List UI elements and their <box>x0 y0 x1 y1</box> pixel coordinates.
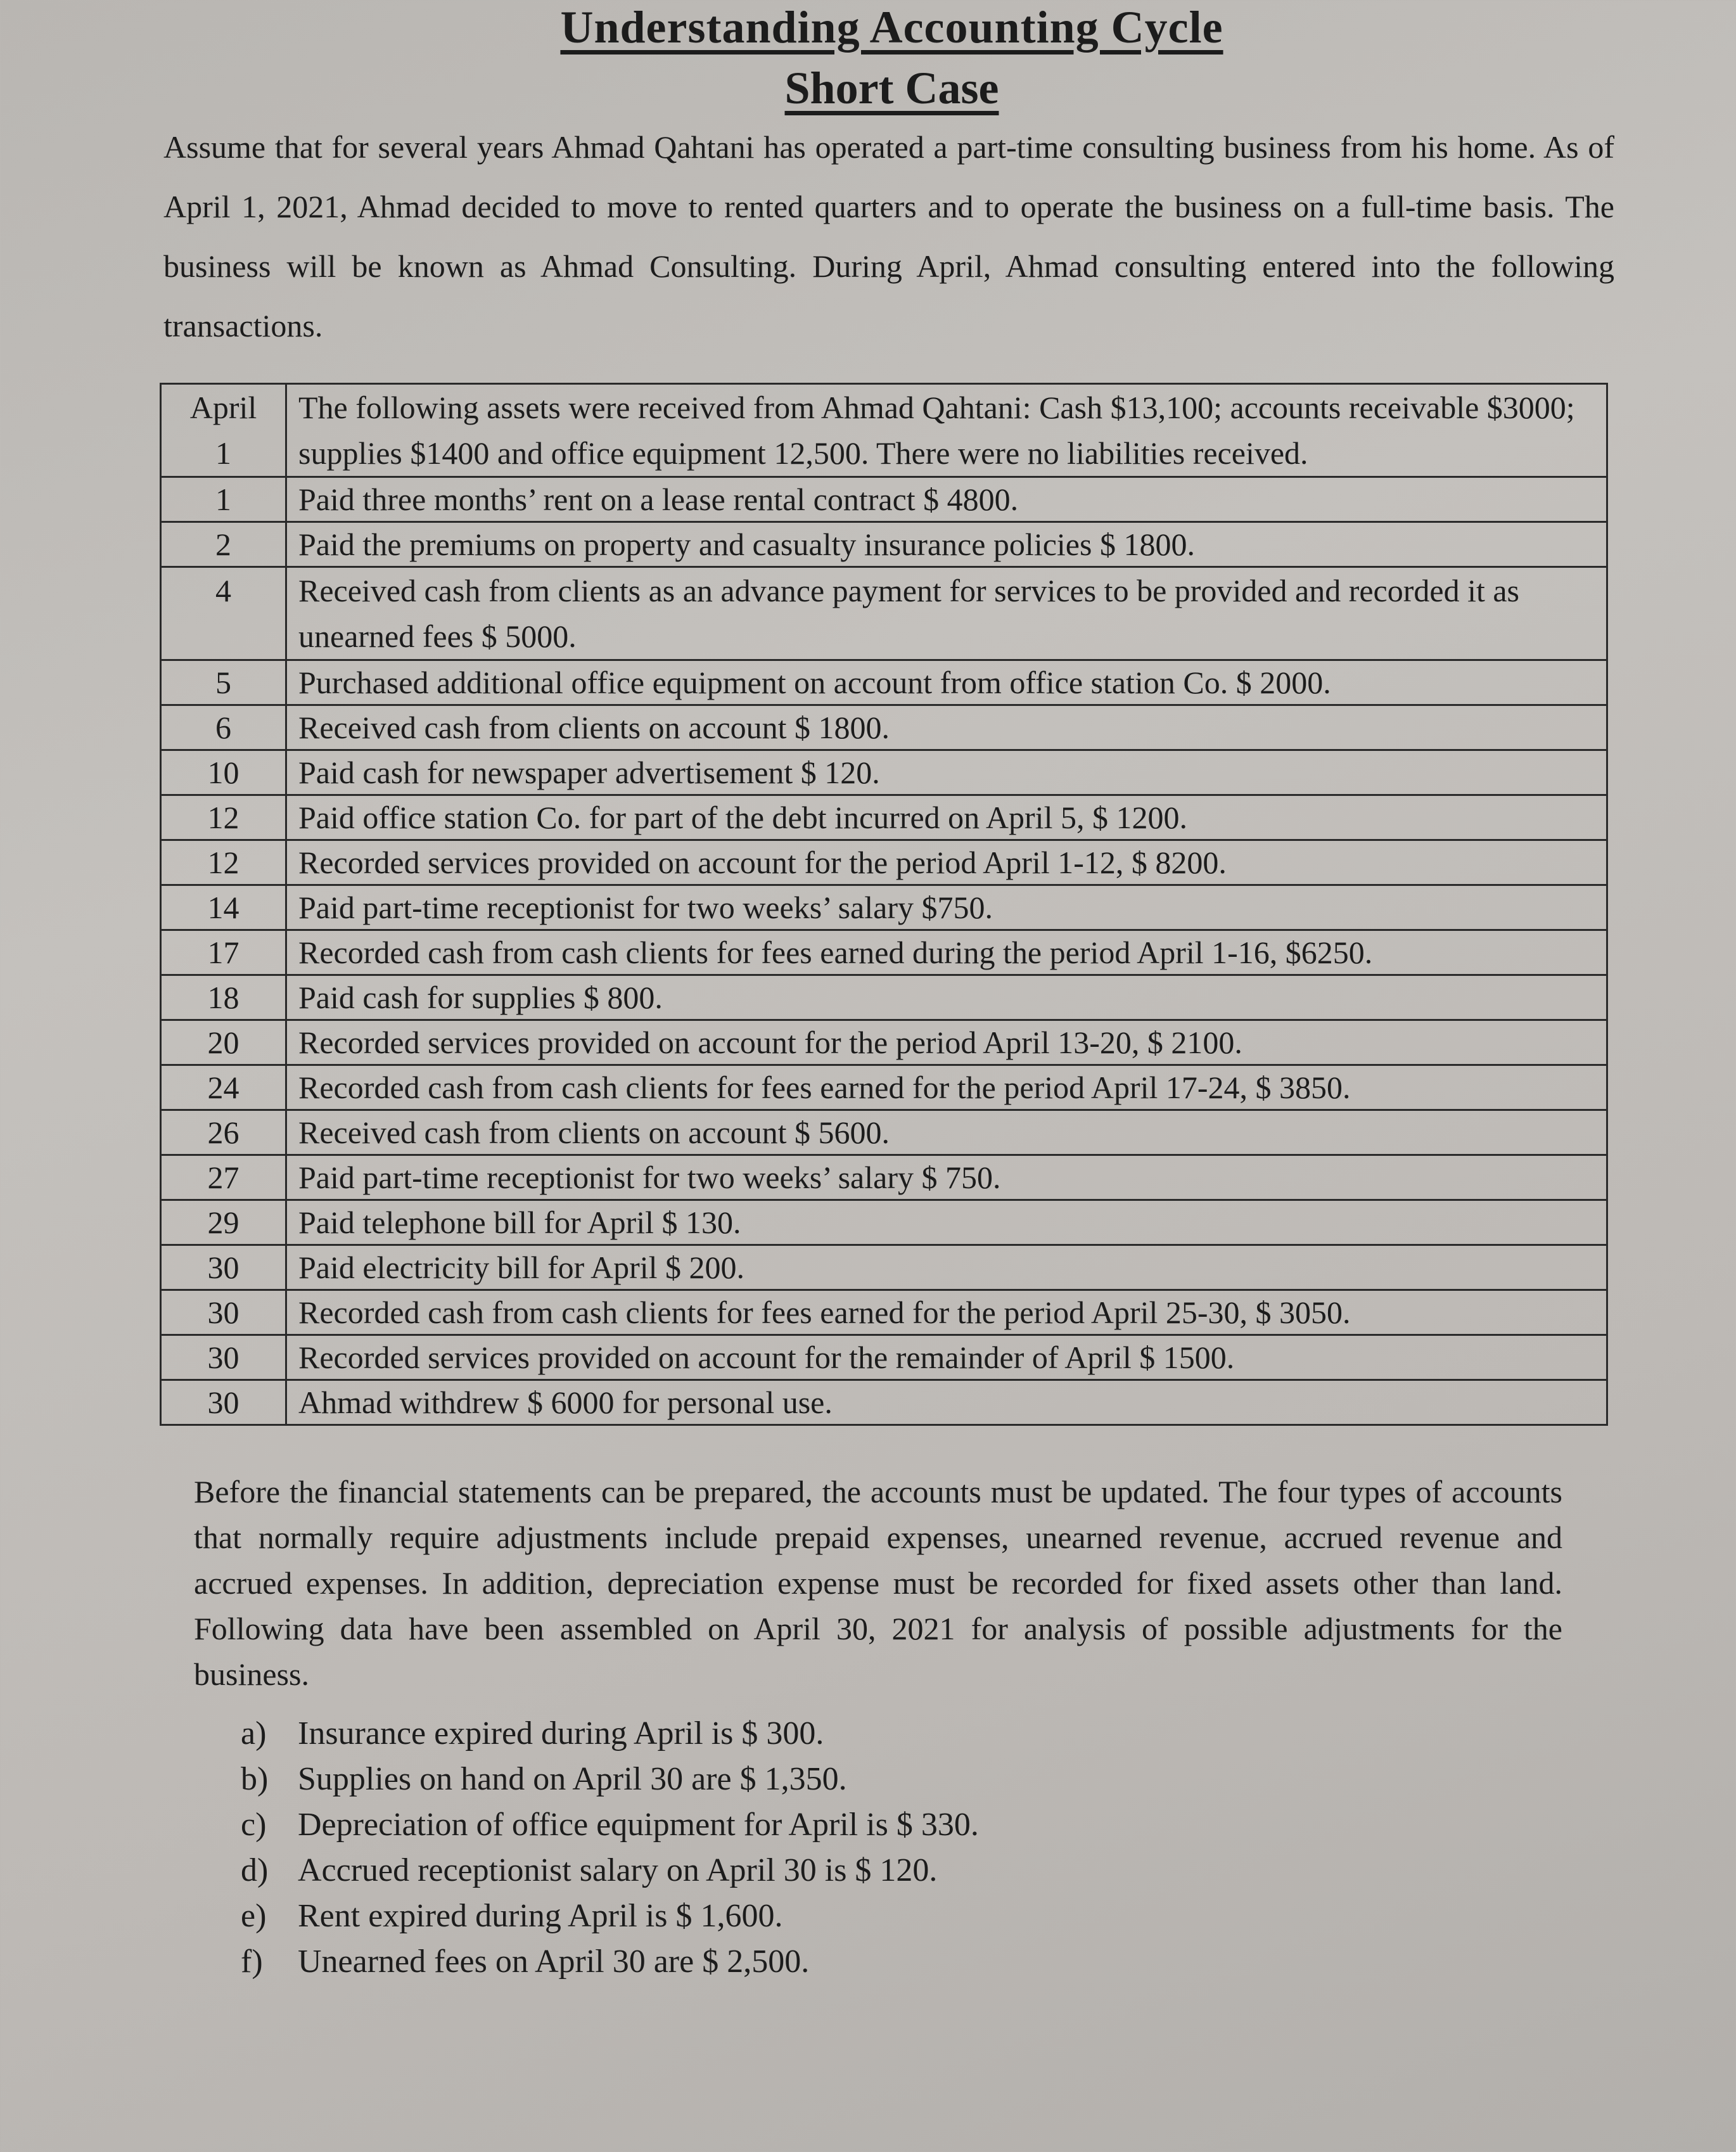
transaction-text: Recorded services provided on account for the period April 13-20, $ 2100. <box>286 1020 1607 1065</box>
table-row <box>161 1065 1607 1110</box>
table-row <box>161 885 1607 930</box>
list-marker: c) <box>241 1807 267 1843</box>
list-item <box>241 1939 979 1985</box>
transaction-day: 10 <box>161 750 286 795</box>
list-marker: d) <box>241 1852 269 1888</box>
transaction-day: 30 <box>161 1380 286 1425</box>
transaction-day: 12 <box>161 840 286 885</box>
transaction-text: Ahmad withdrew $ 6000 for personal use. <box>286 1380 1607 1425</box>
transaction-text: Recorded services provided on account for the period April 1-12, $ 8200. <box>286 840 1607 885</box>
transaction-text: Received cash from clients as an advance payment for services to be provided and recorded it as unearned fees $ 5000. <box>286 567 1607 660</box>
transaction-day: 26 <box>161 1110 286 1155</box>
list-item-text: Depreciation of office equipment for April is $ 330. <box>298 1807 979 1843</box>
transaction-text: Received cash from clients on account $ 1800. <box>286 705 1607 750</box>
transaction-text: Paid the premiums on property and casualty insurance policies $ 1800. <box>286 522 1607 567</box>
transaction-day: 24 <box>161 1065 286 1110</box>
list-marker: f) <box>241 1944 263 1980</box>
table-row <box>161 1335 1607 1380</box>
list-item <box>241 1711 979 1757</box>
transaction-text: Paid cash for newspaper advertisement $ 120. <box>286 750 1607 795</box>
transaction-day: 20 <box>161 1020 286 1065</box>
table-row <box>161 1380 1607 1425</box>
table-row <box>161 1290 1607 1335</box>
transaction-day: 5 <box>161 660 286 705</box>
table-row <box>161 1020 1607 1065</box>
table-row <box>161 660 1607 705</box>
transaction-text: Recorded cash from cash clients for fees earned for the period April 25-30, $ 3050. <box>286 1290 1607 1335</box>
transaction-text: The following assets were received from Ahmad Qahtani: Cash $13,100; accounts receivable $3000; supplies $1400 and office equipment 12,500. There were no liabilities received. <box>286 384 1607 477</box>
transaction-text: Paid three months’ rent on a lease rental contract $ 4800. <box>286 477 1607 522</box>
table-row <box>161 930 1607 975</box>
transaction-day: 12 <box>161 795 286 840</box>
transaction-text: Paid telephone bill for April $ 130. <box>286 1200 1607 1245</box>
transactions-table <box>160 383 1608 1426</box>
transaction-day: 6 <box>161 705 286 750</box>
list-item <box>241 1848 979 1893</box>
list-marker: a) <box>241 1715 267 1752</box>
transaction-day: 30 <box>161 1335 286 1380</box>
adjustments-intro-paragraph: Before the financial statements can be prepared, the accounts must be updated. The four types of accounts that normally require adjustments include prepaid expenses, unearned revenue, accrued revenue and accrued expenses. In addition, depreciation expense must be recorded for fixed assets other than land. Following data have been assembled on April 30, 2021 for analysis of possible adjustments for the business. <box>194 1474 1562 1692</box>
page-subtitle: Short Case <box>784 63 999 113</box>
list-item-text: Rent expired during April is $ 1,600. <box>298 1898 783 1934</box>
table-row <box>161 384 1607 477</box>
transaction-text: Recorded services provided on account for the remainder of April $ 1500. <box>286 1335 1607 1380</box>
list-item <box>241 1893 979 1939</box>
transaction-text: Recorded cash from cash clients for fees earned during the period April 1-16, $6250. <box>286 930 1607 975</box>
transaction-day: 4 <box>161 567 286 660</box>
table-row <box>161 477 1607 522</box>
table-row <box>161 750 1607 795</box>
transaction-text: Paid part-time receptionist for two weeks’ salary $750. <box>286 885 1607 930</box>
table-row <box>161 795 1607 840</box>
transaction-text: Purchased additional office equipment on account from office station Co. $ 2000. <box>286 660 1607 705</box>
transaction-text: Received cash from clients on account $ 5600. <box>286 1110 1607 1155</box>
list-item <box>241 1802 979 1848</box>
transaction-text: Paid part-time receptionist for two weeks’ salary $ 750. <box>286 1155 1607 1200</box>
table-row <box>161 522 1607 567</box>
list-item-text: Accrued receptionist salary on April 30 is $ 120. <box>298 1852 938 1888</box>
table-row <box>161 705 1607 750</box>
list-item-text: Insurance expired during April is $ 300. <box>298 1715 824 1752</box>
table-row <box>161 567 1607 660</box>
transaction-day: 14 <box>161 885 286 930</box>
adjustments-list <box>241 1711 979 1985</box>
table-row <box>161 1155 1607 1200</box>
transaction-day: 27 <box>161 1155 286 1200</box>
transaction-text: Paid electricity bill for April $ 200. <box>286 1245 1607 1290</box>
transaction-day: 30 <box>161 1245 286 1290</box>
transaction-text: Paid office station Co. for part of the debt incurred on April 5, $ 1200. <box>286 795 1607 840</box>
table-row <box>161 1200 1607 1245</box>
transaction-text: Recorded cash from cash clients for fees earned for the period April 17-24, $ 3850. <box>286 1065 1607 1110</box>
transaction-day: 29 <box>161 1200 286 1245</box>
list-item <box>241 1757 979 1802</box>
table-row <box>161 975 1607 1020</box>
transaction-day: 17 <box>161 930 286 975</box>
intro-paragraph: Assume that for several years Ahmad Qahtani has operated a part-time consulting business from his home. As of April 1, 2021, Ahmad decided to move to rented quarters and to operate the business on a full-time basis. The business will be known as Ahmad Consulting. During April, Ahmad consulting entered into the following transactions. <box>163 129 1614 343</box>
page-title: Understanding Accounting Cycle <box>560 2 1223 53</box>
table-row <box>161 1245 1607 1290</box>
transaction-day: April 1 <box>161 384 286 477</box>
table-row <box>161 840 1607 885</box>
transaction-day: 2 <box>161 522 286 567</box>
list-marker: b) <box>241 1761 269 1797</box>
list-item-text: Supplies on hand on April 30 are $ 1,350. <box>298 1761 847 1797</box>
table-row <box>161 1110 1607 1155</box>
transaction-day: 18 <box>161 975 286 1020</box>
list-marker: e) <box>241 1898 267 1934</box>
transaction-day: 1 <box>161 477 286 522</box>
transaction-day: 30 <box>161 1290 286 1335</box>
list-item-text: Unearned fees on April 30 are $ 2,500. <box>298 1944 810 1980</box>
transaction-text: Paid cash for supplies $ 800. <box>286 975 1607 1020</box>
